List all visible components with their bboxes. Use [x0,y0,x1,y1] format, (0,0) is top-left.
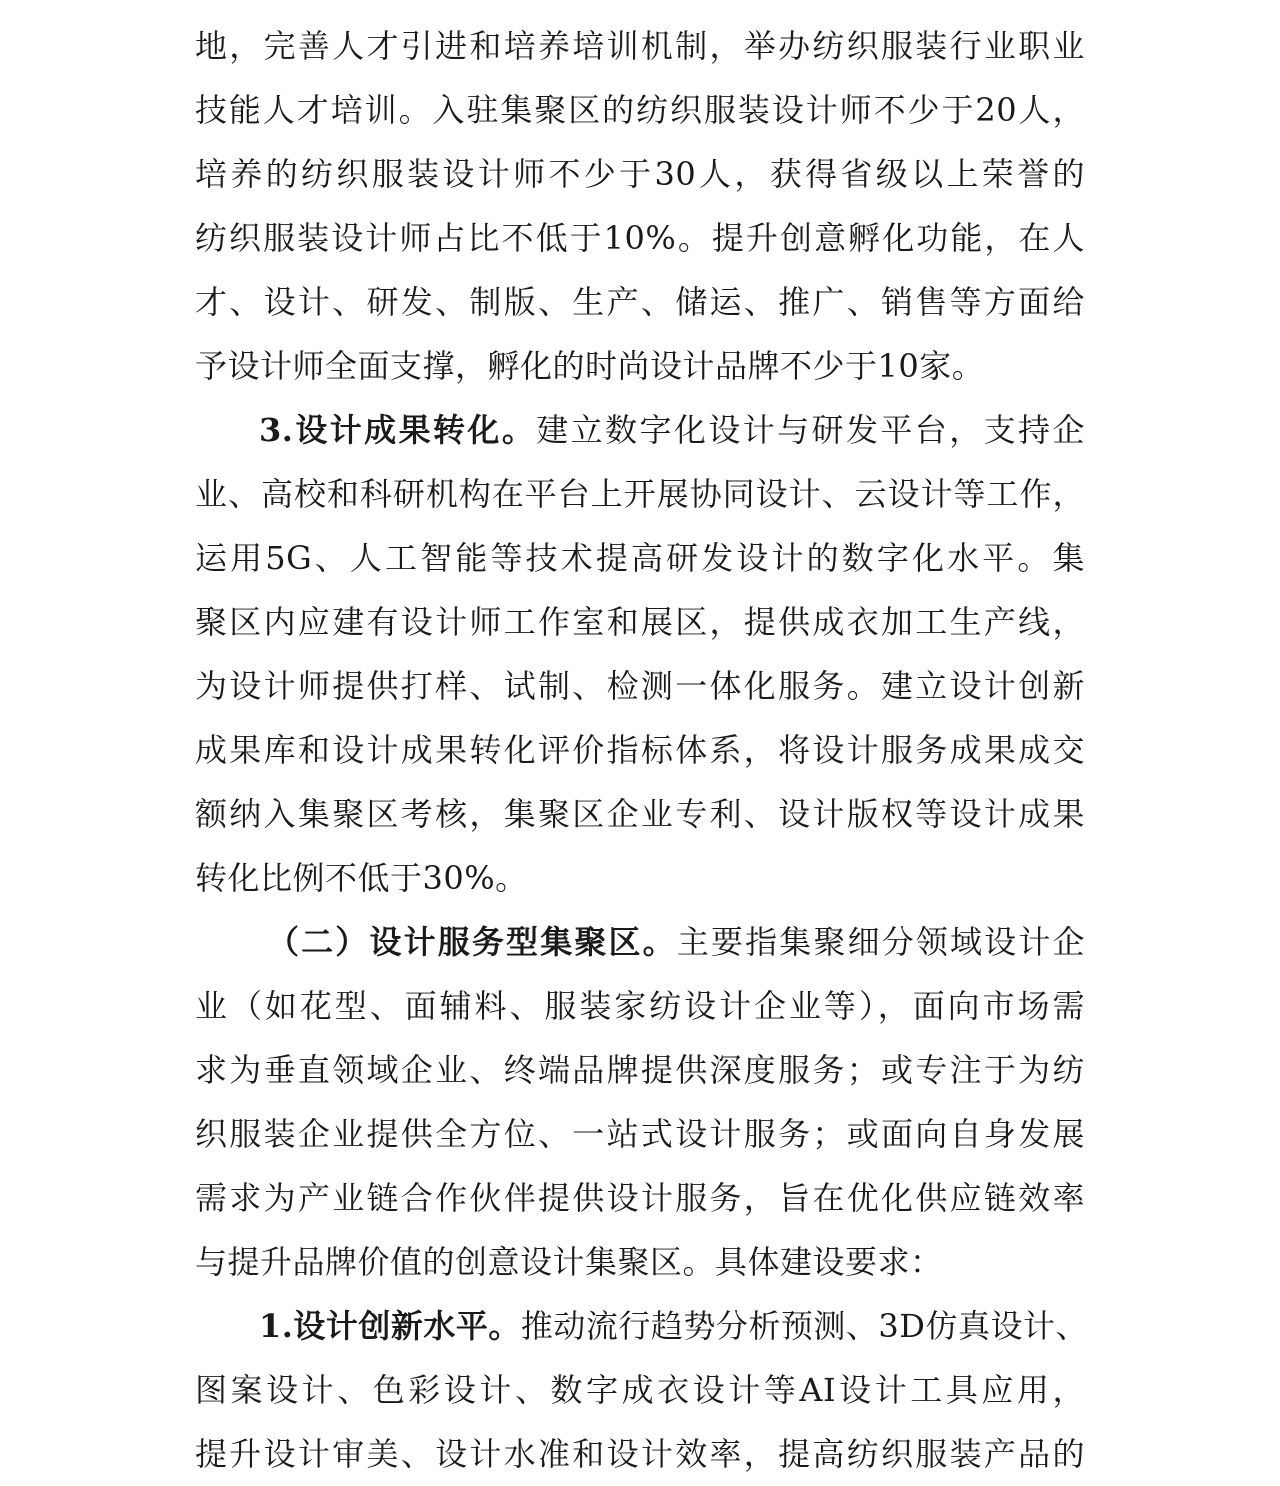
paragraph-talent [195,14,1085,398]
text-line: 成果库和设计成果转化评价指标体系，将设计服务成果成交 [195,731,1085,769]
text-line: 予设计师全面支撑，孵化的时尚设计品牌不少于10家。 [195,347,985,385]
text-line: 转化比例不低于30%。 [195,859,528,897]
paragraph-design-achievement [195,398,1085,910]
section-heading: 3.设计成果转化。 [259,411,537,449]
text-span: 建立数字化设计与研发平台，支持企 [536,411,1085,449]
text-line [195,910,1085,974]
text-line: 需求为产业链合作伙伴提供设计服务，旨在优化供应链效率 [195,1179,1085,1217]
paragraph-design-service-zone [195,910,1085,1294]
text-line: 提升设计审美、设计水准和设计效率，提高纺织服装产品的 [195,1435,1085,1473]
text-span: 推动流行趋势分析预测、3D仿真设计、 [520,1307,1088,1345]
text-line: 运用5G、人工智能等技术提高研发设计的数字化水平。集 [195,539,1085,577]
paragraph-design-innovation [195,1294,1088,1486]
text-line: 额纳入集聚区考核，集聚区企业专利、设计版权等设计成果 [195,795,1085,833]
text-line: 聚区内应建有设计师工作室和展区，提供成衣加工生产线， [195,603,1085,641]
section-heading: 1.设计创新水平。 [259,1307,521,1345]
text-line: 织服装企业提供全方位、一站式设计服务；或面向自身发展 [195,1115,1085,1153]
text-line: 业（如花型、面辅料、服装家纺设计企业等），面向市场需 [195,987,1085,1025]
text-line: 纺织服装设计师占比不低于10%。提升创意孵化功能，在人 [195,219,1085,257]
text-line: 图案设计、色彩设计、数字成衣设计等AI设计工具应用， [195,1371,1085,1409]
text-span: 主要指集聚细分领域设计企 [676,923,1085,961]
section-heading: （二）设计服务型集聚区。 [267,923,677,961]
text-line: 与提升品牌价值的创意设计集聚区。具体建设要求： [195,1243,943,1281]
text-line: 才、设计、研发、制版、生产、储运、推广、销售等方面给 [195,283,1085,321]
text-line: 技能人才培训。入驻集聚区的纺织服装设计师不少于20人， [195,91,1085,129]
text-line [195,1294,1088,1358]
text-line: 地，完善人才引进和培养培训机制，举办纺织服装行业职业 [195,27,1085,65]
text-line [195,398,1085,462]
document-page [195,14,1088,1486]
text-line: 培养的纺织服装设计师不少于30人，获得省级以上荣誉的 [195,155,1085,193]
text-line: 业、高校和科研机构在平台上开展协同设计、云设计等工作， [195,475,1085,513]
text-line: 为设计师提供打样、试制、检测一体化服务。建立设计创新 [195,667,1085,705]
text-line: 求为垂直领域企业、终端品牌提供深度服务；或专注于为纺 [195,1051,1085,1089]
